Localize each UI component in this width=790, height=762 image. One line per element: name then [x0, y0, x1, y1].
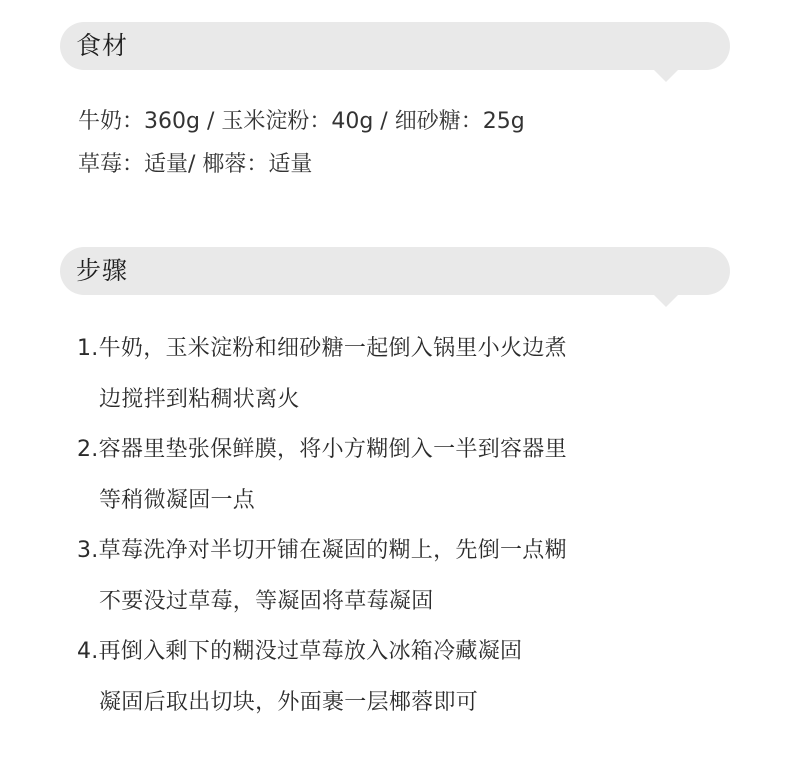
- step-2-line: 2.容器里垫张保鲜膜，将小方糊倒入一半到容器里: [77, 437, 567, 462]
- steps-header: [60, 247, 730, 295]
- steps-list: [77, 324, 767, 728]
- ingredients-list: [78, 100, 758, 186]
- step-4-line: 4.再倒入剩下的糊没过草莓放入冰箱冷藏凝固: [77, 639, 523, 664]
- ingredient-line: 草莓：适量/ 椰蓉：适量: [78, 152, 313, 177]
- step-1-continuation: 边搅拌到粘稠状离火: [99, 386, 300, 412]
- step-1-line: 1.牛奶，玉米淀粉和细砂糖一起倒入锅里小火边煮: [77, 336, 567, 361]
- ingredients-header: [60, 22, 730, 70]
- step-2-continuation: 等稍微凝固一点: [99, 487, 256, 513]
- steps-title: 步骤: [76, 256, 129, 285]
- ingredient-line: 牛奶：360g / 玉米淀粉：40g / 细砂糖：25g: [78, 109, 525, 134]
- speech-bubble-tail: [654, 295, 678, 307]
- ingredients-title: 食材: [76, 31, 129, 60]
- step-3-line: 3.草莓洗净对半切开铺在凝固的糊上，先倒一点糊: [77, 538, 567, 563]
- speech-bubble-tail: [654, 70, 678, 82]
- step-4-continuation: 凝固后取出切块，外面裹一层椰蓉即可: [99, 689, 479, 715]
- step-3-continuation: 不要没过草莓，等凝固将草莓凝固: [99, 588, 434, 614]
